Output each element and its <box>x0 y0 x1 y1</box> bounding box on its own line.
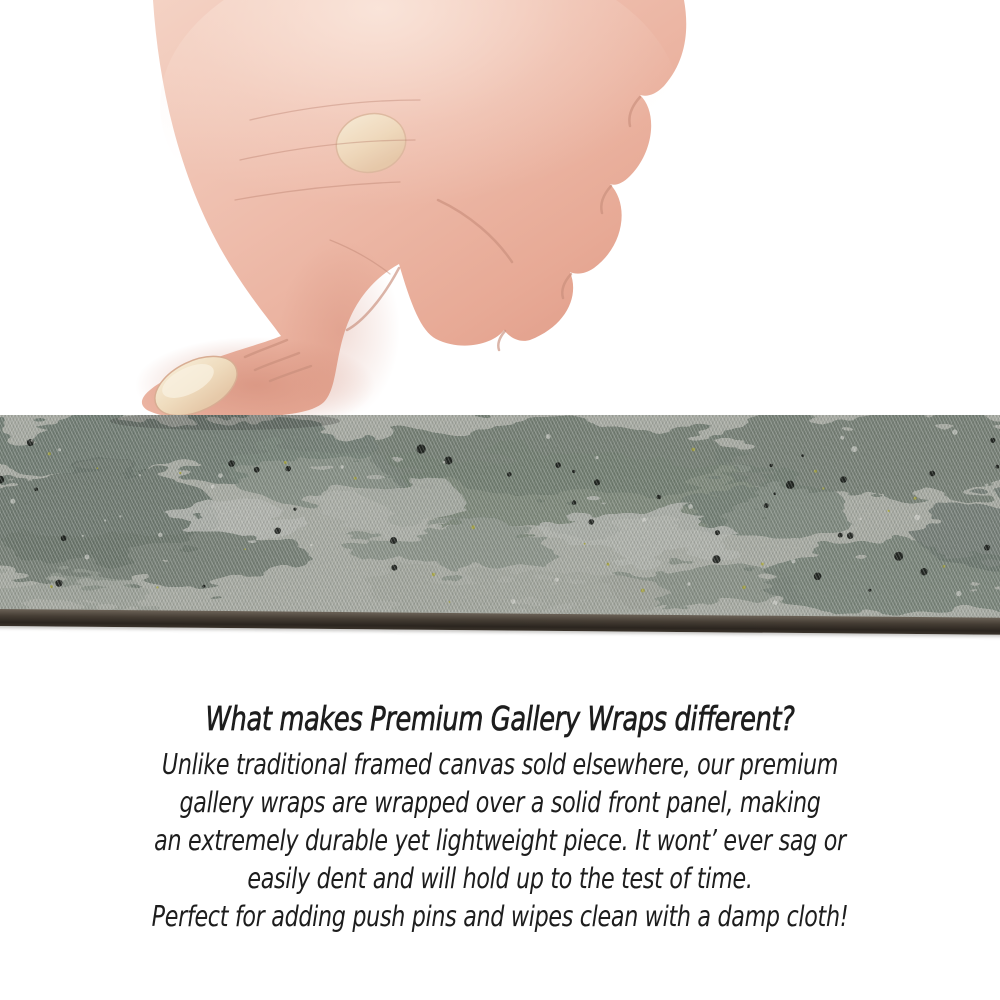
canvas-edge-strip <box>0 415 1000 622</box>
page-title: What makes Premium Gallery Wraps different? <box>205 699 795 738</box>
body-line: easily dent and will hold up to the test of time. <box>247 862 753 895</box>
body-line: Unlike traditional framed canvas sold elsewhere, our premium <box>161 748 839 781</box>
marketing-text-block <box>110 699 890 936</box>
thumb-side-shading <box>280 240 400 420</box>
hand-pressing-canvas-illustration <box>0 0 1000 430</box>
canvas-texture <box>0 415 1000 622</box>
canvas-grain <box>0 415 1000 622</box>
body-line: Perfect for adding push pins and wipes clean with a damp cloth! <box>151 900 849 933</box>
body-line: an extremely durable yet lightweight piece. It wont’ ever sag or <box>154 824 846 857</box>
body-line: gallery wraps are wrapped over a solid front panel, making <box>179 786 821 819</box>
